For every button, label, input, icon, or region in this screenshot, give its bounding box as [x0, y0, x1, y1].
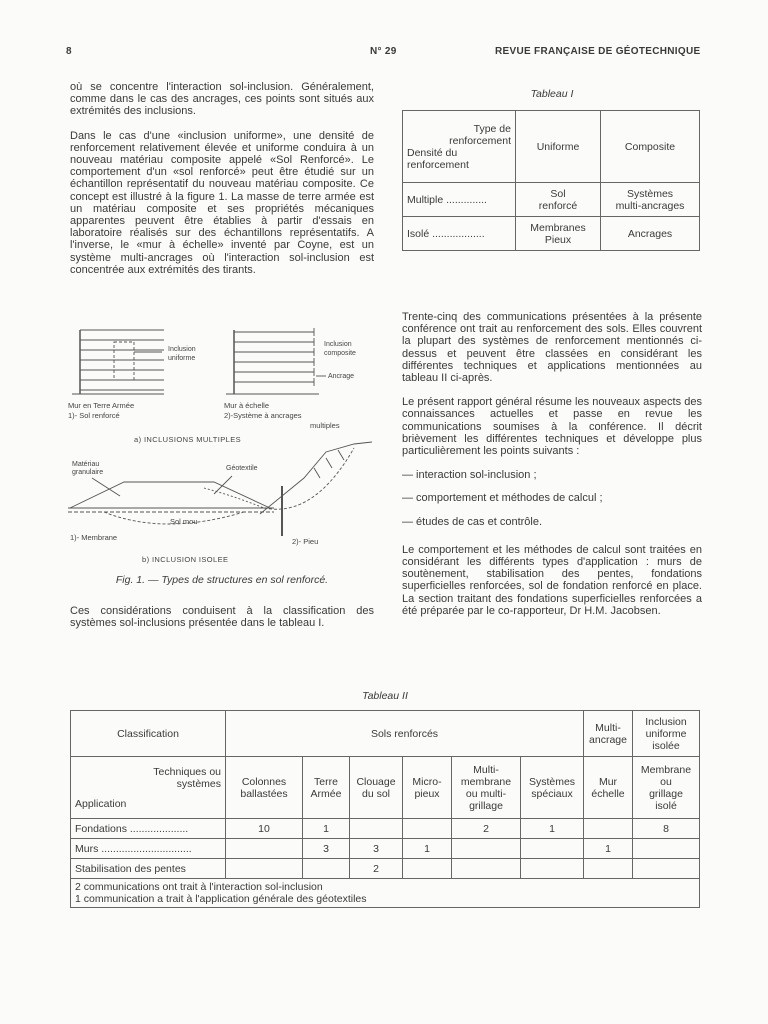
figure-1 — [64, 318, 376, 583]
cell-text: uniforme — [645, 727, 687, 740]
row-multiple: Multiple .............. — [403, 183, 516, 217]
figure-caption: Fig. 1. — Types de structures en sol renforcé. — [115, 574, 329, 586]
points-list — [402, 469, 702, 528]
cell-text: Membrane — [640, 763, 692, 776]
cell — [521, 859, 584, 879]
label-materiau-2: granulaire — [72, 469, 104, 476]
journal-title: REVUE FRANÇAISE DE GÉOTECHNIQUE — [495, 46, 701, 57]
cell — [633, 859, 700, 879]
tableau2 — [70, 710, 700, 908]
col-uniforme: Uniforme — [516, 111, 601, 183]
cell-text: Systèmes — [528, 775, 576, 788]
label-inclusions-multiples: a) INCLUSIONS MULTIPLES — [134, 435, 242, 444]
tableau1-corner — [403, 111, 516, 183]
cell-multiple-uniforme — [516, 183, 601, 217]
cell-text: systèmes — [176, 777, 221, 790]
cell-isole-composite: Ancrages — [601, 217, 700, 251]
cell-text: ou — [660, 775, 672, 788]
table-row — [71, 859, 700, 879]
t2-col-3 — [403, 757, 452, 819]
t2-h-inclusion — [633, 711, 700, 757]
cell-text: Clouage — [356, 775, 396, 788]
t2-col-7 — [633, 757, 700, 819]
cell: 1 — [584, 839, 633, 859]
label-materiau-1: Matériau — [72, 461, 100, 468]
mur-echelle-diagram — [226, 328, 326, 394]
label-inclusion-uniforme-2: uniforme — [168, 355, 196, 362]
corner-top-2: renforcement — [449, 134, 511, 147]
cell-text: Multi- — [595, 721, 621, 734]
cell — [584, 819, 633, 839]
right-paragraph-2: Le présent rapport général résume les nouveaux aspects des connaissances actuelles et passe en revue les communications soumises à la conférence. Il décrit brièvement les différentes techniques et développe plus particulièrement les points suivants : — [402, 396, 702, 458]
cell: 10 — [226, 819, 303, 839]
right-column — [402, 311, 702, 629]
label-inclusion-isolee: b) INCLUSION ISOLEE — [142, 555, 229, 564]
cell-text: Micro- — [412, 775, 442, 788]
right-paragraph-1: Trente-cinq des communications présentées à la présente conférence ont trait au renforcement des sols. Elles couvrent la plupart des systèmes de renforcement mentionnés ci-dessus et peuvent être classées en considérant les différentes techniques et applications mentionnées au tableau II ci-après. — [402, 311, 702, 385]
cell-text: isolé — [655, 799, 677, 812]
cell-text: ou multi- — [465, 787, 507, 800]
label-ancrage: Ancrage — [328, 373, 355, 380]
label-geotextile: Géotextile — [226, 465, 258, 472]
pieu-diagram — [260, 442, 372, 536]
tableau2-title: Tableau II — [362, 690, 408, 702]
t2-col-5 — [521, 757, 584, 819]
label-inclusion-composite-2: composite — [324, 350, 356, 357]
corner-bottom-2: renforcement — [407, 158, 469, 171]
t2-col-4 — [452, 757, 521, 819]
row-label: Murs ............................... — [71, 839, 226, 859]
table-notes — [71, 879, 700, 908]
cell: 2 — [452, 819, 521, 839]
cell — [403, 819, 452, 839]
page-number: 8 — [66, 46, 72, 57]
label-multiples: multiples — [310, 421, 340, 430]
t2-h-sols-renforces: Sols renforcés — [226, 711, 584, 757]
t2-col-1 — [303, 757, 350, 819]
table-row — [71, 819, 700, 839]
label-systeme-ancrages: 2)-Système à ancrages — [224, 411, 302, 420]
cell-text: Colonnes — [241, 775, 287, 788]
label-sol-mou: Sol mou — [170, 517, 198, 526]
issue-number: N° 29 — [370, 46, 397, 57]
left-paragraph-3: Ces considérations conduisent à la classification des systèmes sol-inclusions présentée dans le tableau I. — [70, 605, 374, 630]
cell — [226, 859, 303, 879]
cell-text: Membranes — [530, 221, 586, 234]
cell: 3 — [350, 839, 403, 859]
cell-text: Sol — [550, 187, 566, 200]
corner-top-1: Type de — [473, 122, 511, 135]
cell — [303, 859, 350, 879]
cell-text: Multi- — [473, 763, 499, 776]
t2-subheader-row — [71, 757, 700, 819]
cell — [452, 839, 521, 859]
list-item: — comportement et méthodes de calcul ; — [402, 492, 603, 505]
cell-text: Pieux — [544, 233, 572, 246]
tableau1 — [402, 110, 700, 251]
cell-text: Terre — [314, 775, 338, 788]
row-label: Stabilisation des pentes — [71, 859, 226, 879]
cell — [633, 839, 700, 859]
cell-text: Inclusion — [645, 715, 687, 728]
row-isole: Isolé .................. — [403, 217, 516, 251]
cell: 2 — [350, 859, 403, 879]
cell-text: isolée — [652, 739, 680, 752]
cell — [452, 859, 521, 879]
cell: 1 — [303, 819, 350, 839]
cell-text: Application — [75, 797, 127, 810]
right-paragraph-3: Le comportement et les méthodes de calcul sont traitées en considérant les différents types d'application : murs de soutènement, stabilisation des pentes, fondations superficielles renforcées, sol de fondation renforcé en place. La section traitant des fondations superficielles renforcées a été préparée par le co-rapporteur, Dr H.M. Jacobsen. — [402, 543, 702, 617]
label-inclusion-uniforme-1: Inclusion — [168, 346, 196, 353]
t2-h-classification: Classification — [71, 711, 226, 757]
cell-text: Techniques ou — [153, 765, 221, 778]
tableau1-title: Tableau I — [530, 88, 574, 100]
note-2: 1 communication a trait à l'application générale des géotextiles — [75, 893, 367, 905]
cell-text: ancrage — [589, 733, 627, 746]
terre-armee-diagram — [72, 330, 164, 394]
col-composite: Composite — [601, 111, 700, 183]
cell: 8 — [633, 819, 700, 839]
left-paragraph-1: où se concentre l'interaction sol-inclusion. Généralement, comme dans le cas des ancrages, ces points sont situés aux extrémités des inclusions. — [70, 81, 374, 118]
cell-text: renforcé — [538, 199, 578, 212]
corner-bottom-1: Densité du — [407, 146, 458, 159]
cell — [350, 819, 403, 839]
cell-text: multi-ancrages — [615, 199, 685, 212]
t2-col-0 — [226, 757, 303, 819]
list-item: — études de cas et contrôle. — [402, 515, 543, 528]
cell-multiple-composite — [601, 183, 700, 217]
cell-isole-uniforme — [516, 217, 601, 251]
label-membrane: 1)- Membrane — [70, 533, 118, 542]
cell-text: du sol — [361, 787, 391, 800]
cell: 1 — [403, 839, 452, 859]
label-mur-terre-armee: Mur en Terre Armée — [68, 401, 135, 410]
cell — [584, 859, 633, 879]
cell-text: Mur — [598, 775, 618, 788]
cell-text: ballastées — [240, 787, 288, 800]
t2-col-6 — [584, 757, 633, 819]
cell-text: pieux — [414, 787, 440, 800]
left-column-top — [70, 81, 374, 288]
row-label: Fondations .................... — [71, 819, 226, 839]
cell-text: échelle — [591, 787, 625, 800]
cell-text: grillage — [649, 787, 683, 800]
cell-text: Armée — [310, 787, 342, 800]
cell-text: grillage — [469, 799, 503, 812]
cell-text: spéciaux — [531, 787, 573, 800]
table-notes-row — [71, 879, 700, 908]
cell-text: membrane — [460, 775, 512, 788]
cell — [521, 839, 584, 859]
cell — [226, 839, 303, 859]
cell: 3 — [303, 839, 350, 859]
left-paragraph-2: Dans le cas d'une «inclusion uniforme», une densité de renforcement relativement élevée et uniforme conduira à un nouveau matériau composite appelé «Sol Renforcé». Le comportement d'un «sol renforcé» peut être étudié sur un échantillon représentatif du nouveau matériau composite. Ce concept est illustré à la figure 1. La masse de terre armée est un matériau composite et ses propriétés mécaniques apparentes peuvent être établies à partir d'essais en laboratoire réalisés sur des échantillons représentatifs. A l'inverse, le «mur à échelle» inventé par Coyne, est un système multi-ancrages où l'interaction sol-inclusion est concentrée aux extrémités des tirants. — [70, 129, 374, 276]
label-mur-echelle: Mur à échelle — [224, 401, 270, 410]
table-row — [71, 839, 700, 859]
label-sol-renforce: 1)- Sol renforcé — [68, 411, 120, 420]
cell: 1 — [521, 819, 584, 839]
note-1: 2 communications ont trait à l'interaction sol-inclusion — [75, 881, 323, 893]
label-inclusion-composite-1: Inclusion — [324, 341, 352, 348]
cell-text: Systèmes — [626, 187, 674, 200]
t2-col-2 — [350, 757, 403, 819]
t2-h-multi-ancrage — [584, 711, 633, 757]
cell — [403, 859, 452, 879]
list-item: — interaction sol-inclusion ; — [402, 469, 537, 482]
label-pieu: 2)- Pieu — [292, 537, 319, 546]
t2-corner — [71, 757, 226, 819]
